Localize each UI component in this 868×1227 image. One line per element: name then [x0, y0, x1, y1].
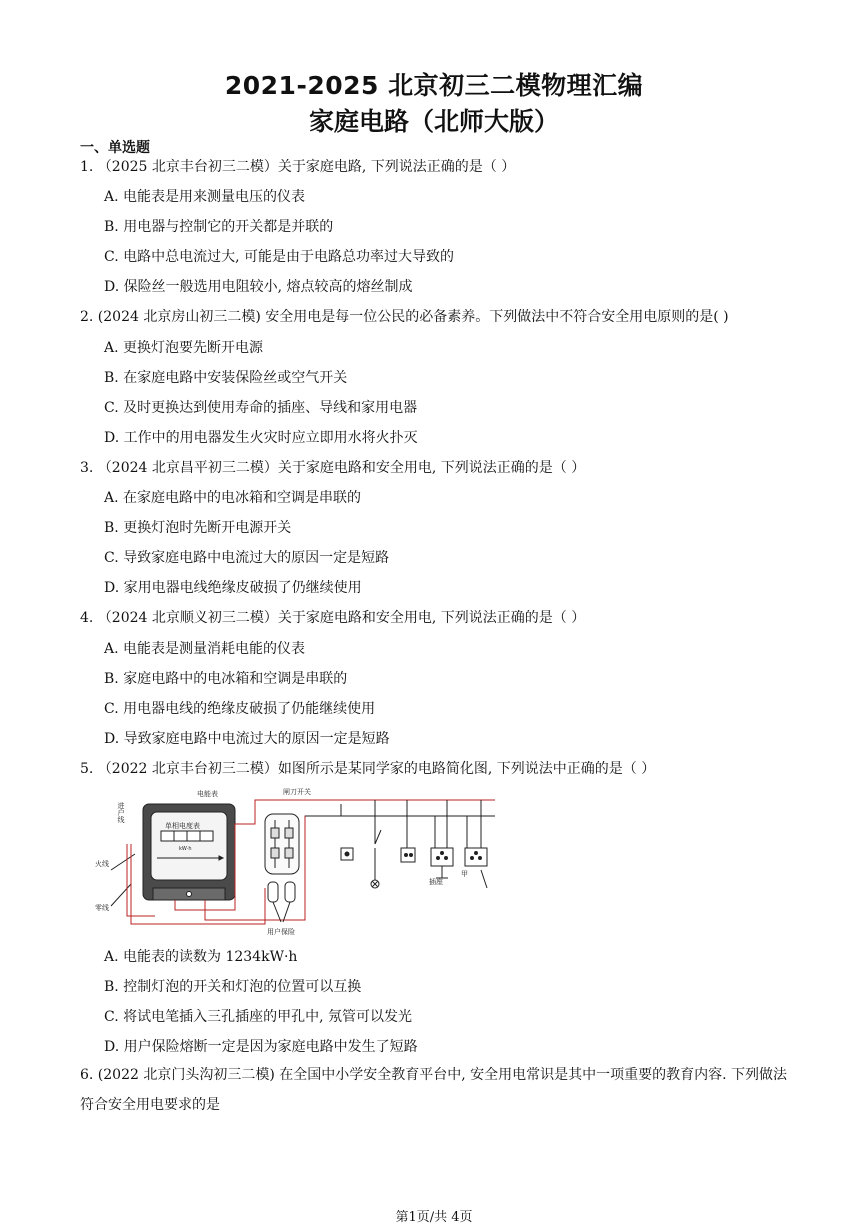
fire-line-label: 火线	[95, 860, 109, 868]
meter-unit: kW·h	[179, 846, 192, 852]
fuse-left	[268, 882, 278, 902]
question-4-option-c: C. 用电器电线的绝缘皮破损了仍能继续使用	[104, 701, 376, 717]
zero-line-label: 零线	[95, 904, 109, 912]
question-3-option-c: C. 导致家庭电路中电流过大的原因一定是短路	[104, 550, 390, 566]
question-2-option-d: D. 工作中的用电器发生火灾时应立即用水将火扑灭	[104, 430, 418, 446]
question-5-option-b: B. 控制灯泡的开关和灯泡的位置可以互换	[104, 979, 362, 995]
document-title: 2021-2025 北京初三二模物理汇编	[224, 71, 644, 100]
fuse-label: 用户保险	[267, 928, 295, 936]
question-4-option-d: D. 导致家庭电路中电流过大的原因一定是短路	[104, 731, 390, 747]
question-1-option-d: D. 保险丝一般选用电阻较小, 熔点较高的熔丝制成	[104, 279, 413, 295]
question-3-option-a: A. 在家庭电路中的电冰箱和空调是串联的	[104, 490, 362, 506]
incoming-line-label: 进户线	[117, 802, 125, 823]
question-1-option-a: A. 电能表是用来测量电压的仪表	[104, 189, 306, 205]
question-4-stem: 4. （2024 北京顺义初三二模）关于家庭电路和安全用电, 下列说法正确的是（ ）	[80, 610, 586, 626]
question-5-option-a: A. 电能表的读数为 1234kW·h	[104, 949, 298, 965]
switch-label: 闸刀开关	[283, 788, 311, 796]
question-4-option-b: B. 家庭电路中的电冰箱和空调是串联的	[104, 671, 348, 687]
meter-label: 电能表	[197, 790, 218, 798]
socket-label: 插座	[429, 878, 443, 886]
three-hole-socket-1	[431, 848, 453, 866]
question-3-option-b: B. 更换灯泡时先断开电源开关	[104, 520, 292, 536]
page-footer: 第1页/共 4页	[395, 1210, 473, 1225]
document-subtitle: 家庭电路（北师大版）	[308, 107, 559, 136]
jia-label: 甲	[461, 870, 468, 878]
question-5-option-d: D. 用户保险熔断一定是因为家庭电路中发生了短路	[104, 1039, 418, 1055]
question-1-option-c: C. 电路中总电流过大, 可能是由于电路总功率过大导致的	[104, 249, 455, 265]
question-2-option-b: B. 在家庭电路中安装保险丝或空气开关	[104, 370, 348, 386]
question-3-stem: 3. （2024 北京昌平初三二模）关于家庭电路和安全用电, 下列说法正确的是（ ）	[80, 460, 586, 476]
zero-pointer-line	[111, 884, 131, 906]
meter-face-title: 单相电度表	[165, 822, 200, 830]
question-2-option-a: A. 更换灯泡要先断开电源	[104, 340, 264, 356]
question-5-stem: 5. （2022 北京丰台初三二模）如图所示是某同学家的电路简化图, 下列说法中正确的是（ ）	[80, 761, 656, 777]
question-4-option-a: A. 电能表是测量消耗电能的仪表	[104, 641, 306, 657]
fuse-right	[285, 882, 295, 902]
question-1-option-b: B. 用电器与控制它的开关都是并联的	[104, 219, 334, 235]
lamp-switch	[375, 830, 381, 844]
section-heading: 一、单选题	[80, 140, 150, 156]
question-1-stem: 1. （2025 北京丰台初三二模）关于家庭电路, 下列说法正确的是（ ）	[80, 159, 516, 175]
question-5-option-c: C. 将试电笔插入三孔插座的甲孔中, 氖管可以发光	[104, 1009, 413, 1025]
household-circuit-figure	[95, 784, 505, 944]
question-2-stem: 2. (2024 北京房山初三二模) 安全用电是每一位公民的必备素养。下列做法中不符合安全用电原则的是( )	[80, 309, 729, 325]
switch-box	[265, 814, 299, 874]
three-hole-socket-2	[465, 848, 487, 866]
question-2-option-c: C. 及时更换达到使用寿命的插座、导线和家用电器	[104, 400, 418, 416]
question-6-stem: 6. (2022 北京门头沟初三二模) 在全国中小学安全教育平台中, 安全用电常识是其中一项重要的教育内容. 下列做法符合安全用电要求的是	[80, 1067, 788, 1113]
question-3-option-d: D. 家用电器电线绝缘皮破损了仍继续使用	[104, 580, 362, 596]
